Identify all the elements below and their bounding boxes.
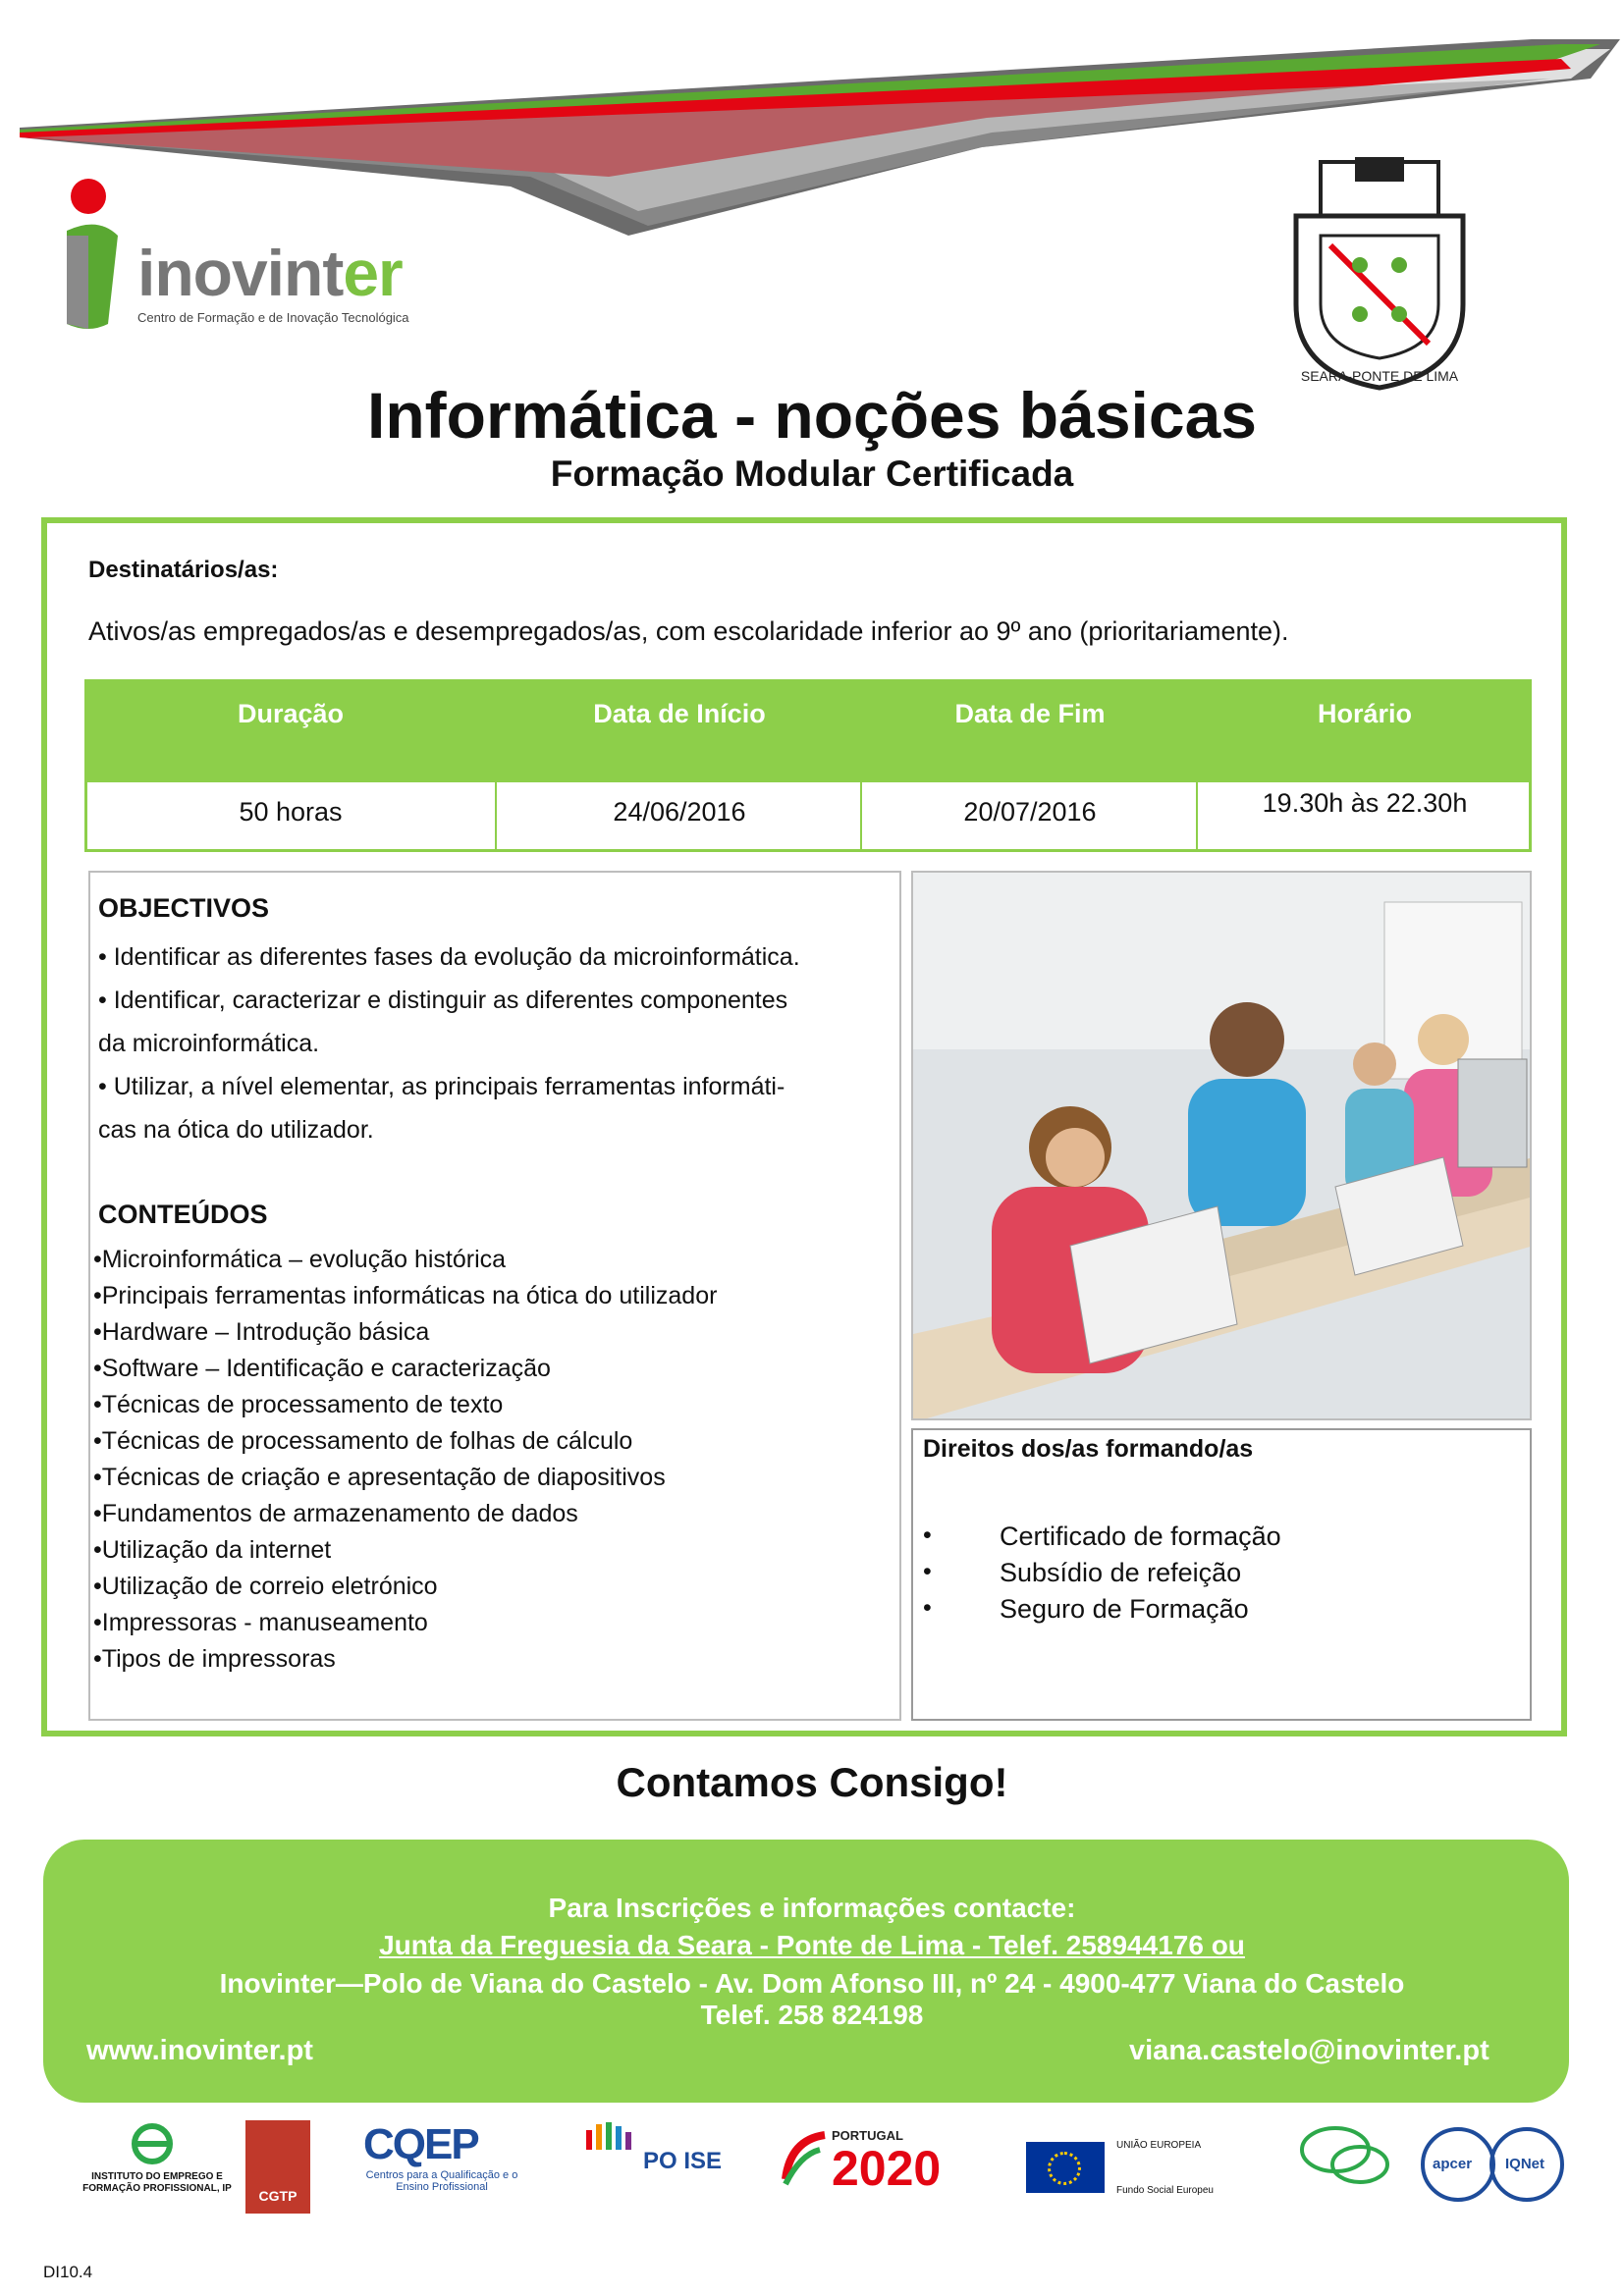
portugal-2020-logo: PORTUGAL 2020	[781, 2120, 987, 2214]
header-duration: Duração	[237, 699, 345, 728]
page-subtitle: Formação Modular Certificada	[550, 454, 1074, 494]
content-item: •Impressoras - manuseamento	[93, 1609, 428, 1636]
content-item: •Utilização de correio eletrónico	[93, 1573, 438, 1600]
certification-logo: apcer IQNet	[1419, 2120, 1566, 2214]
bullet-icon: •	[923, 1522, 932, 1549]
seara-crest-icon	[1276, 157, 1483, 402]
target-audience-label: Destinatários/as:	[88, 557, 279, 583]
target-audience-text: Ativos/as empregados/as e desempregados/as, com escolaridade inferior ao 9º ano (prioritariamente).	[88, 616, 1289, 646]
duration-value: 50 horas	[239, 797, 343, 827]
contact-intro: Para Inscrições e informações contacte:	[548, 1893, 1076, 1923]
classroom-photo	[911, 871, 1532, 1420]
email-link[interactable]: viana.castelo@inovinter.pt	[1129, 2035, 1489, 2066]
eu-flag-icon	[1026, 2142, 1105, 2193]
start-date-value: 24/06/2016	[613, 797, 746, 827]
content-item: •Fundamentos de armazenamento de dados	[93, 1500, 578, 1527]
iefp-logo: INSTITUTO DO EMPREGO E FORMAÇÃO PROFISSIONAL, IP	[69, 2120, 245, 2209]
bullet-icon: •	[923, 1558, 932, 1585]
header-end-date: Data de Fim	[954, 699, 1106, 728]
right-item: Subsídio de refeição	[1000, 1558, 1242, 1587]
content-item: •Tipos de impressoras	[93, 1645, 336, 1673]
tagline: Contamos Consigo!	[616, 1759, 1008, 1805]
contact-phone: Telef. 258 824198	[700, 2000, 924, 2030]
content-item: •Microinformática – evolução histórica	[93, 1246, 507, 1273]
right-item: Certificado de formação	[1000, 1522, 1281, 1551]
partner-logo	[1296, 2120, 1399, 2214]
page-title: Informática - noções básicas	[367, 379, 1257, 452]
header-start-date: Data de Início	[593, 699, 766, 728]
header-schedule: Horário	[1317, 699, 1413, 728]
schedule-value: 19.30h às 22.30h	[1262, 788, 1468, 818]
objectives-heading: OBJECTIVOS	[98, 893, 270, 923]
end-date-value: 20/07/2016	[963, 797, 1097, 827]
iefp-mark-icon	[123, 2120, 182, 2167]
speech-bubbles-icon	[1296, 2120, 1394, 2199]
contact-address: Inovinter—Polo de Viana do Castelo - Av. Dom Afonso III, nº 24 - 4900-477 Viana do Castelo	[219, 1968, 1405, 1999]
inovinter-tagline: Centro de Formação e de Inovação Tecnológica	[137, 310, 409, 325]
content-item: •Hardware – Introdução básica	[93, 1318, 430, 1346]
schedule-header-row	[84, 679, 1532, 782]
objective-line: cas na ótica do utilizador.	[98, 1116, 374, 1144]
contents-heading: CONTEÚDOS	[98, 1200, 268, 1229]
objective-line: • Identificar, caracterizar e distinguir as diferentes componentes	[98, 987, 788, 1014]
content-item: •Principais ferramentas informáticas na ótica do utilizador	[93, 1282, 718, 1309]
inovinter-logo	[59, 177, 432, 334]
right-item: Seguro de Formação	[1000, 1594, 1249, 1624]
poise-fingers-icon	[584, 2120, 643, 2169]
inovinter-wordmark: inovinter	[137, 237, 403, 309]
content-item: •Técnicas de processamento de texto	[93, 1391, 504, 1418]
document-code: DI10.4	[43, 2263, 93, 2281]
objective-line: da microinformática.	[98, 1030, 320, 1057]
bullet-icon: •	[923, 1594, 932, 1622]
portugal-flag-icon	[781, 2130, 830, 2189]
objective-line: • Identificar as diferentes fases da evolução da microinformática.	[98, 943, 800, 971]
content-item: •Técnicas de processamento de folhas de cálculo	[93, 1427, 633, 1455]
rights-heading: Direitos dos/as formando/as	[923, 1435, 1254, 1463]
content-item: •Software – Identificação e caracterização	[93, 1355, 551, 1382]
website-link[interactable]: www.inovinter.pt	[86, 2035, 313, 2066]
content-item: •Utilização da internet	[93, 1536, 332, 1564]
content-item: •Técnicas de criação e apresentação de diapositivos	[93, 1464, 666, 1491]
svg-text:SEARA-PONTE DE LIMA: SEARA-PONTE DE LIMA	[1300, 368, 1459, 384]
inovinter-i-icon	[59, 177, 137, 344]
cgtp-logo: CGTP	[245, 2120, 310, 2214]
eu-fse-logo: UNIÃO EUROPEIA Fundo Social Europeu	[1026, 2120, 1242, 2214]
contact-junta-link[interactable]: Junta da Freguesia da Seara - Ponte de Lima - Telef. 258944176 ou	[379, 1930, 1245, 1960]
poise-logo: PO ISE	[584, 2120, 731, 2214]
objective-line: • Utilizar, a nível elementar, as principais ferramentas informáti-	[98, 1073, 785, 1100]
cqep-logo: CQEP Centros para a Qualificação e o Ensino Profissional	[363, 2120, 518, 2193]
